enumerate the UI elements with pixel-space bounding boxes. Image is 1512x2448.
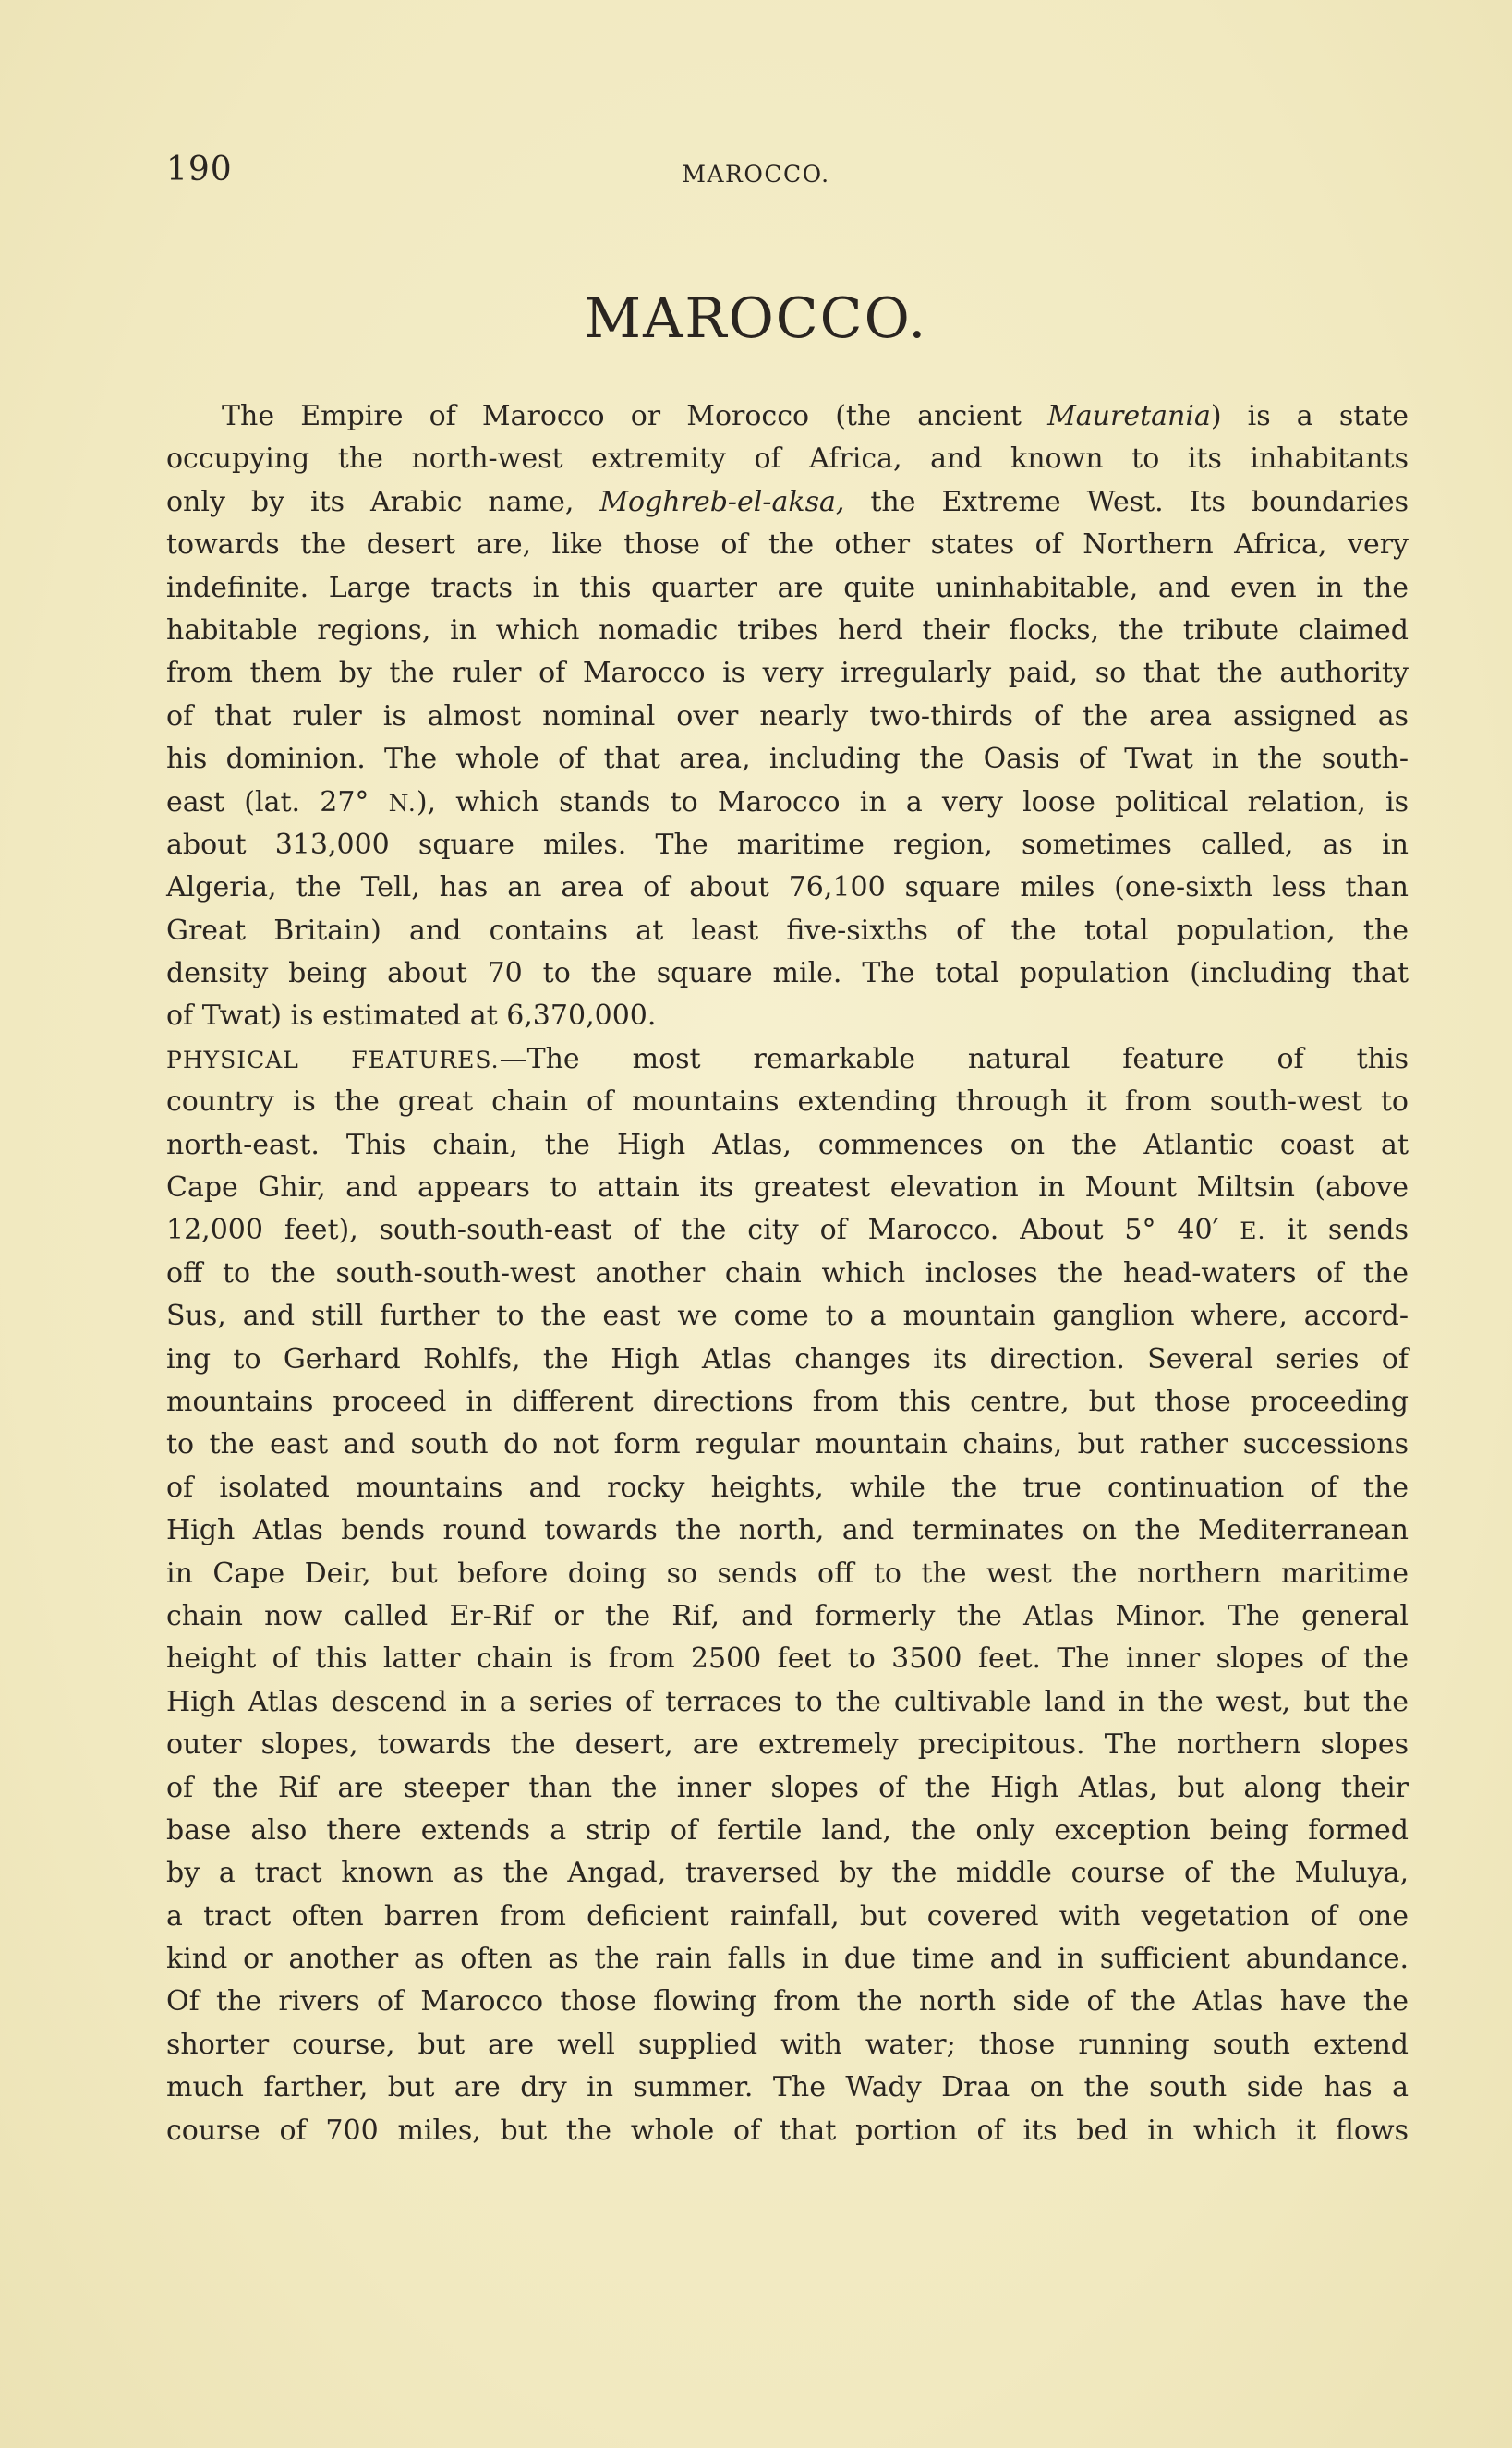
page-number: 190 xyxy=(166,151,233,188)
text-line: a tract often barren from deficient rainfall, but covered with vegetation of one xyxy=(166,1899,1409,1933)
text-line: outer slopes, towards the desert, are extremely precipitous. The northern slopes xyxy=(166,1728,1409,1762)
text-line: Algeria, the Tell, has an area of about 76,100 square miles (one-sixth less than xyxy=(166,871,1409,904)
text-line: Great Britain) and contains at least five-sixths of the total population, the xyxy=(166,914,1409,947)
text-line: mountains proceed in different directions from this centre, but those proceeding xyxy=(166,1385,1409,1418)
text-line: High Atlas descend in a series of terraces to the cultivable land in the west, but the xyxy=(166,1685,1409,1718)
text-line: east (lat. 27° N.), which stands to Marocco in a very loose political relation, is xyxy=(166,785,1409,818)
text-line: occupying the north-west extremity of Africa, and known to its inhabitants xyxy=(166,442,1409,476)
text-line: course of 700 miles, but the whole of that portion of its bed in which it flows xyxy=(166,2114,1409,2147)
text-line: shorter course, but are well supplied with water; those running south extend xyxy=(166,2028,1409,2061)
text-line: off to the south-south-west another chain which incloses the head-waters of the xyxy=(166,1256,1409,1290)
text-line: of that ruler is almost nominal over nearly two-thirds of the area assigned as xyxy=(166,699,1409,733)
text-line: height of this latter chain is from 2500 feet to 3500 feet. The inner slopes of the xyxy=(166,1642,1409,1676)
text-line: of isolated mountains and rocky heights, while the true continuation of the xyxy=(166,1471,1409,1504)
text-line: Sus, and still further to the east we come to a mountain ganglion where, accord- xyxy=(166,1300,1409,1333)
text-line: much farther, but are dry in summer. The Wady Draa on the south side has a xyxy=(166,2071,1409,2104)
text-line: chain now called Er-Rif or the Rif, and formerly the Atlas Minor. The general xyxy=(166,1599,1409,1632)
text-line: country is the great chain of mountains extending through it from south-west to xyxy=(166,1085,1409,1119)
text-line: north-east. This chain, the High Atlas, commences on the Atlantic coast at xyxy=(166,1128,1409,1161)
text-line: 12,000 feet), south-south-east of the city of Marocco. About 5° 40′ E. it sends xyxy=(166,1214,1409,1247)
text-line: High Atlas bends round towards the north, and terminates on the Mediterranean xyxy=(166,1514,1409,1547)
text-line: about 313,000 square miles. The maritime region, sometimes called, as in xyxy=(166,828,1409,861)
text-line: of the Rif are steeper than the inner slopes of the High Atlas, but along their xyxy=(166,1771,1409,1804)
text-line: towards the desert are, like those of the other states of Northern Africa, very xyxy=(166,528,1409,562)
text-line: Cape Ghir, and appears to attain its greatest elevation in Mount Miltsin (above xyxy=(166,1171,1409,1205)
text-line: to the east and south do not form regular mountain chains, but rather successions xyxy=(166,1428,1409,1461)
text-line: of Twat) is estimated at 6,370,000. xyxy=(166,1000,657,1033)
text-line: ing to Gerhard Rohlfs, the High Atlas changes its direction. Several series of xyxy=(166,1342,1409,1375)
text-line: by a tract known as the Angad, traversed by the middle course of the Muluya, xyxy=(166,1857,1409,1890)
running-head: MAROCCO. xyxy=(682,161,830,188)
text-line: his dominion. The whole of that area, including the Oasis of Twat in the south- xyxy=(166,743,1409,776)
text-line: kind or another as often as the rain falls in due time and in sufficient abundance. xyxy=(166,1943,1409,1976)
chapter-title: MAROCCO. xyxy=(584,286,928,351)
text-line: indefinite. Large tracts in this quarter are quite uninhabitable, and even in the xyxy=(166,571,1409,604)
text-line: in Cape Deir, but before doing so sends off to the west the northern maritime xyxy=(166,1557,1409,1590)
text-line: The Empire of Marocco or Morocco (the ancient Mauretania) is a state xyxy=(222,400,1409,432)
text-line: only by its Arabic name, Moghreb-el-aksa, the Extreme West. Its boundaries xyxy=(166,485,1409,518)
text-line: PHYSICAL FEATURES.—The most remarkable natural feature of this xyxy=(166,1042,1409,1075)
body-text xyxy=(166,395,1409,2152)
text-line: habitable regions, in which nomadic tribes herd their flocks, the tribute claimed xyxy=(166,613,1409,647)
text-line: from them by the ruler of Marocco is very irregularly paid, so that the authority xyxy=(166,657,1409,690)
text-line: density being about 70 to the square mile. The total population (including that xyxy=(166,957,1409,990)
text-line: Of the rivers of Marocco those flowing from the north side of the Atlas have the xyxy=(166,1985,1409,2018)
text-line: base also there extends a strip of fertile land, the only exception being formed xyxy=(166,1813,1409,1847)
